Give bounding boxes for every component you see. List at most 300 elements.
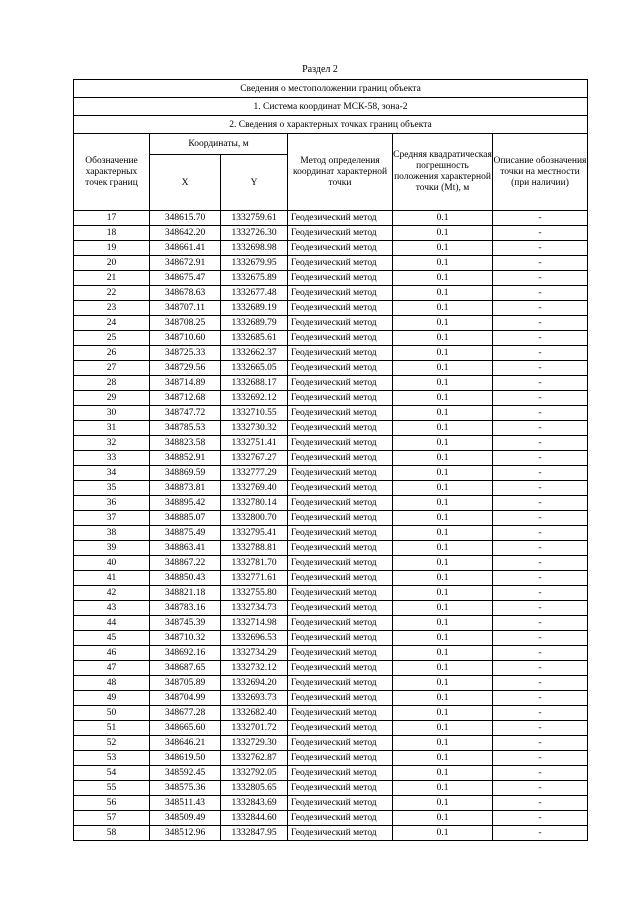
cell-description: - (493, 631, 588, 646)
cell-method: Геодезический метод (288, 721, 393, 736)
cell-y: 1332762.87 (221, 751, 288, 766)
table-row (74, 781, 588, 796)
cell-x: 348677.28 (150, 706, 221, 721)
cell-x: 348712.68 (150, 391, 221, 406)
cell-y: 1332696.53 (221, 631, 288, 646)
cell-point: 37 (74, 511, 150, 526)
cell-point: 23 (74, 301, 150, 316)
cell-accuracy: 0.1 (393, 391, 493, 406)
cell-description: - (493, 331, 588, 346)
cell-description: - (493, 586, 588, 601)
cell-method: Геодезический метод (288, 766, 393, 781)
cell-y: 1332698.98 (221, 241, 288, 256)
cell-method: Геодезический метод (288, 526, 393, 541)
cell-y: 1332805.65 (221, 781, 288, 796)
cell-description: - (493, 451, 588, 466)
cell-description: - (493, 526, 588, 541)
table-row (74, 256, 588, 271)
cell-y: 1332844.60 (221, 811, 288, 826)
cell-method: Геодезический метод (288, 466, 393, 481)
cell-method: Геодезический метод (288, 676, 393, 691)
table-row (74, 211, 588, 226)
cell-point: 55 (74, 781, 150, 796)
cell-point: 28 (74, 376, 150, 391)
cell-description: - (493, 226, 588, 241)
table-row (74, 751, 588, 766)
cell-x: 348509.49 (150, 811, 221, 826)
cell-x: 348729.56 (150, 361, 221, 376)
cell-method: Геодезический метод (288, 826, 393, 841)
cell-method: Геодезический метод (288, 631, 393, 646)
cell-x: 348704.99 (150, 691, 221, 706)
cell-x: 348823.58 (150, 436, 221, 451)
cell-accuracy: 0.1 (393, 646, 493, 661)
cell-y: 1332693.73 (221, 691, 288, 706)
cell-x: 348661.41 (150, 241, 221, 256)
cell-y: 1332780.14 (221, 496, 288, 511)
cell-accuracy: 0.1 (393, 541, 493, 556)
table-row (74, 331, 588, 346)
cell-description: - (493, 556, 588, 571)
cell-description: - (493, 346, 588, 361)
table-row (74, 346, 588, 361)
cell-method: Геодезический метод (288, 226, 393, 241)
table-row (74, 586, 588, 601)
cell-accuracy: 0.1 (393, 481, 493, 496)
cell-y: 1332701.72 (221, 721, 288, 736)
cell-point: 17 (74, 211, 150, 226)
cell-y: 1332729.30 (221, 736, 288, 751)
cell-y: 1332714.98 (221, 616, 288, 631)
cell-x: 348675.47 (150, 271, 221, 286)
cell-x: 348850.43 (150, 571, 221, 586)
cell-accuracy: 0.1 (393, 721, 493, 736)
cell-method: Геодезический метод (288, 541, 393, 556)
table-row (74, 541, 588, 556)
cell-description: - (493, 481, 588, 496)
cell-accuracy: 0.1 (393, 616, 493, 631)
cell-y: 1332710.55 (221, 406, 288, 421)
table-row (74, 766, 588, 781)
cell-method: Геодезический метод (288, 796, 393, 811)
cell-x: 348705.89 (150, 676, 221, 691)
cell-description: - (493, 241, 588, 256)
cell-accuracy: 0.1 (393, 451, 493, 466)
cell-x: 348708.25 (150, 316, 221, 331)
table-row (74, 631, 588, 646)
cell-point: 56 (74, 796, 150, 811)
cell-description: - (493, 661, 588, 676)
cell-description: - (493, 616, 588, 631)
table-row (74, 511, 588, 526)
cell-accuracy: 0.1 (393, 766, 493, 781)
cell-point: 54 (74, 766, 150, 781)
cell-description: - (493, 706, 588, 721)
cell-point: 26 (74, 346, 150, 361)
cell-point: 46 (74, 646, 150, 661)
table-row (74, 571, 588, 586)
cell-x: 348615.70 (150, 211, 221, 226)
cell-accuracy: 0.1 (393, 436, 493, 451)
table-row (74, 796, 588, 811)
table-row (74, 316, 588, 331)
cell-x: 348592.45 (150, 766, 221, 781)
cell-description: - (493, 736, 588, 751)
cell-point: 27 (74, 361, 150, 376)
table-row (74, 646, 588, 661)
cell-point: 20 (74, 256, 150, 271)
cell-y: 1332769.40 (221, 481, 288, 496)
cell-method: Геодезический метод (288, 736, 393, 751)
cell-description: - (493, 541, 588, 556)
cell-y: 1332800.70 (221, 511, 288, 526)
cell-point: 32 (74, 436, 150, 451)
cell-description: - (493, 466, 588, 481)
cell-x: 348687.65 (150, 661, 221, 676)
cell-x: 348512.96 (150, 826, 221, 841)
cell-method: Геодезический метод (288, 241, 393, 256)
table-row (74, 526, 588, 541)
cell-y: 1332767.27 (221, 451, 288, 466)
cell-point: 34 (74, 466, 150, 481)
cell-y: 1332726.30 (221, 226, 288, 241)
cell-method: Геодезический метод (288, 331, 393, 346)
cell-accuracy: 0.1 (393, 406, 493, 421)
cell-description: - (493, 676, 588, 691)
cell-method: Геодезический метод (288, 601, 393, 616)
cell-method: Геодезический метод (288, 346, 393, 361)
cell-x: 348575.36 (150, 781, 221, 796)
cell-x: 348852.91 (150, 451, 221, 466)
cell-method: Геодезический метод (288, 286, 393, 301)
cell-method: Геодезический метод (288, 481, 393, 496)
cell-accuracy: 0.1 (393, 316, 493, 331)
cell-method: Геодезический метод (288, 271, 393, 286)
cell-y: 1332694.20 (221, 676, 288, 691)
cell-point: 57 (74, 811, 150, 826)
table-row (74, 601, 588, 616)
cell-method: Геодезический метод (288, 436, 393, 451)
cell-x: 348747.72 (150, 406, 221, 421)
cell-y: 1332730.32 (221, 421, 288, 436)
cell-description: - (493, 376, 588, 391)
cell-method: Геодезический метод (288, 556, 393, 571)
header-method: Метод определения координат характерной точки (288, 134, 393, 211)
cell-accuracy: 0.1 (393, 271, 493, 286)
cell-accuracy: 0.1 (393, 226, 493, 241)
table-row (74, 661, 588, 676)
table-row (74, 706, 588, 721)
cell-point: 19 (74, 241, 150, 256)
table-row (74, 496, 588, 511)
cell-method: Геодезический метод (288, 511, 393, 526)
cell-x: 348710.60 (150, 331, 221, 346)
table-row (74, 301, 588, 316)
cell-x: 348646.21 (150, 736, 221, 751)
cell-description: - (493, 826, 588, 841)
cell-point: 33 (74, 451, 150, 466)
cell-description: - (493, 691, 588, 706)
cell-point: 49 (74, 691, 150, 706)
cell-description: - (493, 391, 588, 406)
cell-y: 1332692.12 (221, 391, 288, 406)
cell-accuracy: 0.1 (393, 511, 493, 526)
cell-accuracy: 0.1 (393, 496, 493, 511)
cell-accuracy: 0.1 (393, 811, 493, 826)
cell-description: - (493, 796, 588, 811)
cell-method: Геодезический метод (288, 361, 393, 376)
cell-point: 39 (74, 541, 150, 556)
boundary-points-table (73, 79, 588, 841)
table-row (74, 391, 588, 406)
cell-y: 1332734.73 (221, 601, 288, 616)
cell-description: - (493, 646, 588, 661)
cell-method: Геодезический метод (288, 406, 393, 421)
cell-method: Геодезический метод (288, 661, 393, 676)
cell-point: 18 (74, 226, 150, 241)
header-point: Обозначение характерных точек границ (74, 134, 150, 211)
cell-point: 35 (74, 481, 150, 496)
cell-y: 1332751.41 (221, 436, 288, 451)
cell-method: Геодезический метод (288, 751, 393, 766)
cell-accuracy: 0.1 (393, 526, 493, 541)
cell-accuracy: 0.1 (393, 796, 493, 811)
cell-accuracy: 0.1 (393, 241, 493, 256)
cell-method: Геодезический метод (288, 256, 393, 271)
table-row (74, 226, 588, 241)
cell-description: - (493, 436, 588, 451)
cell-x: 348725.33 (150, 346, 221, 361)
cell-y: 1332792.05 (221, 766, 288, 781)
cell-method: Геодезический метод (288, 706, 393, 721)
cell-accuracy: 0.1 (393, 586, 493, 601)
cell-description: - (493, 361, 588, 376)
cell-y: 1332843.69 (221, 796, 288, 811)
cell-x: 348745.39 (150, 616, 221, 631)
cell-accuracy: 0.1 (393, 751, 493, 766)
cell-y: 1332662.37 (221, 346, 288, 361)
cell-point: 41 (74, 571, 150, 586)
section-label: Раздел 2 (302, 64, 338, 75)
cell-x: 348869.59 (150, 466, 221, 481)
cell-description: - (493, 766, 588, 781)
cell-accuracy: 0.1 (393, 346, 493, 361)
cell-method: Геодезический метод (288, 301, 393, 316)
cell-description: - (493, 721, 588, 736)
cell-accuracy: 0.1 (393, 331, 493, 346)
cell-method: Геодезический метод (288, 376, 393, 391)
cell-y: 1332688.17 (221, 376, 288, 391)
cell-accuracy: 0.1 (393, 256, 493, 271)
table-row (74, 481, 588, 496)
cell-accuracy: 0.1 (393, 286, 493, 301)
cell-y: 1332771.61 (221, 571, 288, 586)
cell-y: 1332682.40 (221, 706, 288, 721)
cell-description: - (493, 406, 588, 421)
cell-point: 53 (74, 751, 150, 766)
cell-point: 50 (74, 706, 150, 721)
cell-method: Геодезический метод (288, 781, 393, 796)
cell-description: - (493, 271, 588, 286)
cell-point: 24 (74, 316, 150, 331)
cell-description: - (493, 781, 588, 796)
cell-x: 348895.42 (150, 496, 221, 511)
cell-method: Геодезический метод (288, 421, 393, 436)
cell-accuracy: 0.1 (393, 601, 493, 616)
cell-y: 1332759.61 (221, 211, 288, 226)
cell-x: 348873.81 (150, 481, 221, 496)
cell-method: Геодезический метод (288, 616, 393, 631)
cell-description: - (493, 286, 588, 301)
cell-x: 348875.49 (150, 526, 221, 541)
table-row (74, 406, 588, 421)
cell-x: 348707.11 (150, 301, 221, 316)
table-row (74, 436, 588, 451)
coordinate-system: 1. Система координат МСК-58, зона-2 (74, 98, 588, 116)
cell-point: 38 (74, 526, 150, 541)
cell-accuracy: 0.1 (393, 676, 493, 691)
cell-point: 29 (74, 391, 150, 406)
cell-y: 1332795.41 (221, 526, 288, 541)
cell-x: 348678.63 (150, 286, 221, 301)
cell-point: 21 (74, 271, 150, 286)
cell-point: 51 (74, 721, 150, 736)
cell-y: 1332689.19 (221, 301, 288, 316)
header-y: Y (221, 155, 288, 211)
cell-point: 45 (74, 631, 150, 646)
cell-accuracy: 0.1 (393, 211, 493, 226)
table-body (74, 211, 588, 841)
cell-y: 1332689.79 (221, 316, 288, 331)
cell-accuracy: 0.1 (393, 826, 493, 841)
cell-method: Геодезический метод (288, 316, 393, 331)
table-row (74, 271, 588, 286)
cell-point: 43 (74, 601, 150, 616)
cell-description: - (493, 256, 588, 271)
cell-description: - (493, 496, 588, 511)
cell-description: - (493, 811, 588, 826)
table-row (74, 376, 588, 391)
cell-accuracy: 0.1 (393, 691, 493, 706)
cell-accuracy: 0.1 (393, 661, 493, 676)
cell-method: Геодезический метод (288, 571, 393, 586)
table-row (74, 826, 588, 841)
cell-description: - (493, 751, 588, 766)
cell-x: 348710.32 (150, 631, 221, 646)
cell-method: Геодезический метод (288, 811, 393, 826)
cell-y: 1332665.05 (221, 361, 288, 376)
cell-y: 1332732.12 (221, 661, 288, 676)
table-row (74, 736, 588, 751)
table-row (74, 676, 588, 691)
cell-point: 40 (74, 556, 150, 571)
header-x: X (150, 155, 221, 211)
cell-x: 348821.18 (150, 586, 221, 601)
cell-accuracy: 0.1 (393, 571, 493, 586)
table-row (74, 421, 588, 436)
table-row (74, 721, 588, 736)
cell-description: - (493, 316, 588, 331)
cell-y: 1332679.95 (221, 256, 288, 271)
cell-y: 1332734.29 (221, 646, 288, 661)
table-row (74, 811, 588, 826)
cell-accuracy: 0.1 (393, 376, 493, 391)
cell-description: - (493, 301, 588, 316)
table-row (74, 616, 588, 631)
cell-y: 1332781.70 (221, 556, 288, 571)
cell-point: 58 (74, 826, 150, 841)
table-row (74, 241, 588, 256)
cell-x: 348867.22 (150, 556, 221, 571)
table-row (74, 361, 588, 376)
cell-y: 1332847.95 (221, 826, 288, 841)
cell-point: 30 (74, 406, 150, 421)
cell-accuracy: 0.1 (393, 631, 493, 646)
cell-point: 48 (74, 676, 150, 691)
cell-x: 348885.07 (150, 511, 221, 526)
cell-point: 52 (74, 736, 150, 751)
points-subtitle: 2. Сведения о характерных точках границ объекта (74, 116, 588, 134)
table-title: Сведения о местоположении границ объекта (74, 80, 588, 98)
header-description: Описание обозначения точки на местности (при наличии) (493, 134, 588, 211)
table-row (74, 556, 588, 571)
cell-accuracy: 0.1 (393, 361, 493, 376)
table-row (74, 286, 588, 301)
cell-point: 42 (74, 586, 150, 601)
cell-x: 348672.91 (150, 256, 221, 271)
cell-point: 31 (74, 421, 150, 436)
cell-method: Геодезический метод (288, 691, 393, 706)
cell-description: - (493, 511, 588, 526)
cell-x: 348692.16 (150, 646, 221, 661)
header-coordinates: Координаты, м (150, 134, 288, 155)
cell-x: 348783.16 (150, 601, 221, 616)
table-row (74, 466, 588, 481)
cell-y: 1332685.61 (221, 331, 288, 346)
cell-point: 25 (74, 331, 150, 346)
cell-point: 36 (74, 496, 150, 511)
cell-description: - (493, 421, 588, 436)
cell-accuracy: 0.1 (393, 466, 493, 481)
cell-description: - (493, 601, 588, 616)
cell-x: 348511.43 (150, 796, 221, 811)
cell-accuracy: 0.1 (393, 736, 493, 751)
cell-x: 348619.50 (150, 751, 221, 766)
cell-x: 348665.60 (150, 721, 221, 736)
cell-method: Геодезический метод (288, 211, 393, 226)
cell-point: 22 (74, 286, 150, 301)
cell-x: 348714.89 (150, 376, 221, 391)
cell-y: 1332788.81 (221, 541, 288, 556)
cell-method: Геодезический метод (288, 646, 393, 661)
cell-description: - (493, 571, 588, 586)
cell-accuracy: 0.1 (393, 706, 493, 721)
cell-y: 1332755.80 (221, 586, 288, 601)
cell-x: 348785.53 (150, 421, 221, 436)
cell-accuracy: 0.1 (393, 301, 493, 316)
table-row (74, 451, 588, 466)
cell-method: Геодезический метод (288, 496, 393, 511)
cell-method: Геодезический метод (288, 391, 393, 406)
cell-x: 348642.20 (150, 226, 221, 241)
cell-method: Геодезический метод (288, 586, 393, 601)
cell-point: 47 (74, 661, 150, 676)
cell-x: 348863.41 (150, 541, 221, 556)
cell-y: 1332677.48 (221, 286, 288, 301)
cell-y: 1332675.89 (221, 271, 288, 286)
cell-accuracy: 0.1 (393, 421, 493, 436)
cell-description: - (493, 211, 588, 226)
